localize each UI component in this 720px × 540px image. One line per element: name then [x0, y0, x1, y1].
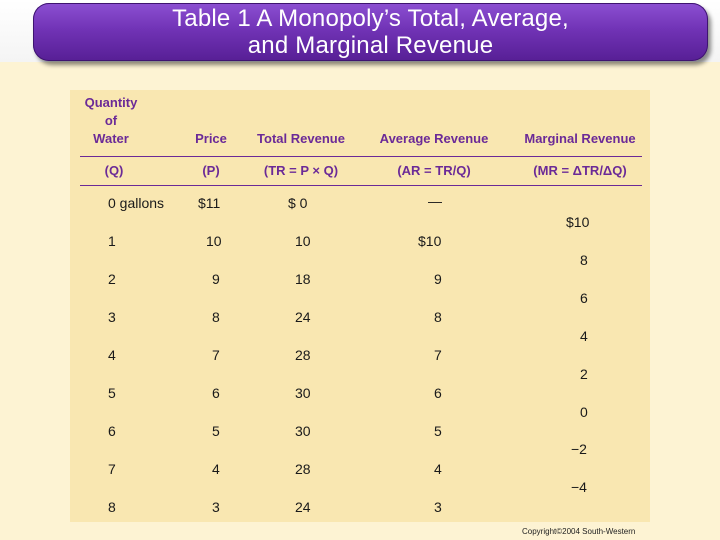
cell-price: $11 — [198, 195, 221, 211]
header-average-revenue: Average Revenue — [379, 131, 489, 146]
cell-price: 7 — [212, 347, 220, 363]
cell-average-revenue: 5 — [434, 423, 442, 439]
symbol-quantity: (Q) — [104, 163, 124, 178]
cell-price: 3 — [212, 499, 220, 515]
symbol-marginal-revenue: (MR = ΔTR/ΔQ) — [533, 163, 627, 178]
cell-quantity: 7 — [108, 461, 116, 477]
symbol-average-revenue: (AR = TR/Q) — [397, 163, 471, 178]
cell-marginal-revenue: 4 — [580, 328, 588, 344]
revenue-table-panel — [70, 90, 650, 522]
cell-total-revenue: $ 0 — [288, 195, 308, 211]
header-marginal-revenue: Marginal Revenue — [524, 131, 636, 146]
cell-marginal-revenue: 2 — [580, 366, 588, 382]
header-quantity-line-1: Quantity — [84, 95, 138, 110]
slide-title-line-1: Table 1 A Monopoly’s Total, Average, — [172, 5, 569, 32]
cell-price: 10 — [206, 233, 222, 249]
slide-title — [33, 3, 708, 61]
cell-total-revenue: 28 — [295, 347, 311, 363]
slide-title-line-2: and Marginal Revenue — [247, 32, 494, 59]
cell-marginal-revenue: 0 — [580, 404, 588, 420]
cell-average-revenue: 3 — [434, 499, 442, 515]
cell-marginal-revenue: 6 — [580, 290, 588, 306]
cell-quantity: 4 — [108, 347, 116, 363]
cell-average-revenue: 7 — [434, 347, 442, 363]
cell-price: 6 — [212, 385, 220, 401]
cell-price: 9 — [212, 271, 220, 287]
cell-marginal-revenue: −2 — [571, 441, 587, 457]
header-quantity — [80, 94, 142, 148]
cell-total-revenue: 30 — [295, 385, 311, 401]
cell-quantity: 1 — [108, 233, 116, 249]
header-total-revenue: Total Revenue — [257, 131, 345, 146]
cell-average-revenue: 9 — [434, 271, 442, 287]
cell-price: 5 — [212, 423, 220, 439]
cell-average-revenue: 8 — [434, 309, 442, 325]
cell-quantity: 3 — [108, 309, 116, 325]
cell-total-revenue: 10 — [295, 233, 311, 249]
cell-quantity: 6 — [108, 423, 116, 439]
cell-total-revenue: 18 — [295, 271, 311, 287]
cell-price: 4 — [212, 461, 220, 477]
cell-marginal-revenue: 8 — [580, 252, 588, 268]
cell-average-revenue: 4 — [434, 461, 442, 477]
cell-average-revenue: $10 — [418, 233, 442, 249]
header-price: Price — [195, 131, 227, 146]
cell-quantity: 2 — [108, 271, 116, 287]
symbol-total-revenue: (TR = P × Q) — [263, 163, 339, 178]
cell-average-revenue: 6 — [434, 385, 442, 401]
cell-average-revenue: — — [428, 193, 442, 209]
cell-marginal-revenue: −4 — [571, 479, 587, 495]
header-divider-top — [80, 156, 642, 157]
cell-total-revenue: 24 — [295, 309, 311, 325]
cell-price: 8 — [212, 309, 220, 325]
header-quantity-line-3: Water — [93, 131, 129, 146]
cell-quantity: 5 — [108, 385, 116, 401]
header-quantity-line-2: of — [104, 113, 118, 128]
cell-quantity: 8 — [108, 499, 116, 515]
header-divider-bottom — [80, 185, 642, 186]
cell-total-revenue: 24 — [295, 499, 311, 515]
symbol-price: (P) — [202, 163, 220, 178]
cell-total-revenue: 30 — [295, 423, 311, 439]
cell-marginal-revenue: $10 — [566, 214, 590, 230]
cell-quantity: 0 gallons — [108, 195, 165, 211]
copyright-notice: Copyright©2004 South-Western — [522, 527, 636, 536]
cell-total-revenue: 28 — [295, 461, 311, 477]
